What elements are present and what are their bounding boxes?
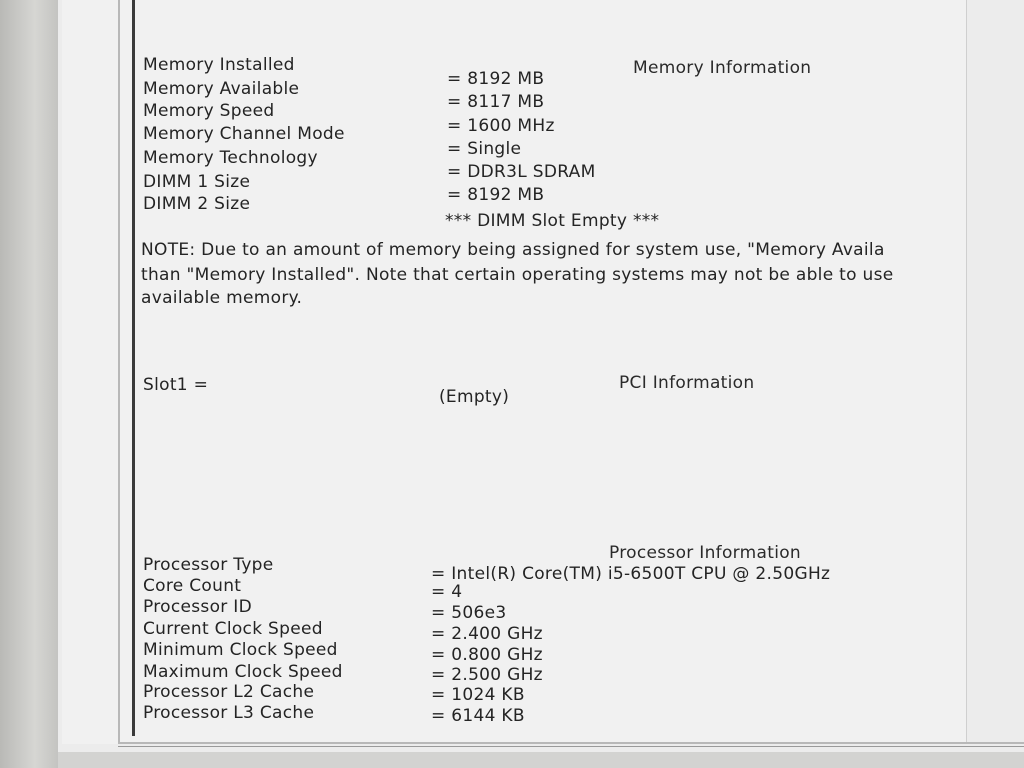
current-clock-speed-value: = 2.400 GHz xyxy=(431,624,543,644)
memory-note-line-3: available memory. xyxy=(141,288,303,308)
minimum-clock-speed-value: = 0.800 GHz xyxy=(431,645,543,665)
processor-information-header: Processor Information xyxy=(609,543,801,563)
pci-information-header: PCI Information xyxy=(619,373,755,393)
processor-id-label: Processor ID xyxy=(143,597,252,617)
dimm-1-size-value: = 8192 MB xyxy=(447,185,545,205)
maximum-clock-speed-value: = 2.500 GHz xyxy=(431,665,543,685)
memory-technology-value: = DDR3L SDRAM xyxy=(447,162,596,182)
memory-information-header: Memory Information xyxy=(633,58,812,78)
processor-type-label: Processor Type xyxy=(143,555,274,575)
memory-available-value: = 8117 MB xyxy=(447,92,545,112)
memory-note-line-2: than "Memory Installed". Note that certain operating systems may not be able to use xyxy=(141,265,894,285)
dimm-2-size-value: *** DIMM Slot Empty *** xyxy=(445,211,660,231)
slot1-label: Slot1 = xyxy=(143,375,209,395)
current-clock-speed-label: Current Clock Speed xyxy=(143,619,323,639)
frame-divider xyxy=(118,746,1024,747)
memory-note-line-1: NOTE: Due to an amount of memory being assigned for system use, "Memory Availa xyxy=(141,240,885,260)
core-count-value: = 4 xyxy=(431,582,463,602)
dimm-2-size-label: DIMM 2 Size xyxy=(143,194,251,214)
memory-installed-value: = 8192 MB xyxy=(447,69,545,89)
processor-type-value: = Intel(R) Core(TM) i5-6500T CPU @ 2.50GHz xyxy=(431,564,831,584)
memory-channel-mode-label: Memory Channel Mode xyxy=(143,124,345,144)
memory-installed-label: Memory Installed xyxy=(143,55,295,75)
dimm-1-size-label: DIMM 1 Size xyxy=(143,172,251,192)
maximum-clock-speed-label: Maximum Clock Speed xyxy=(143,662,343,682)
processor-l2-cache-label: Processor L2 Cache xyxy=(143,682,315,702)
processor-l3-cache-value: = 6144 KB xyxy=(431,706,525,726)
memory-speed-label: Memory Speed xyxy=(143,101,275,121)
memory-channel-mode-value: = Single xyxy=(447,139,522,159)
minimum-clock-speed-label: Minimum Clock Speed xyxy=(143,640,338,660)
memory-available-label: Memory Available xyxy=(143,79,300,99)
monitor-bezel xyxy=(0,0,58,768)
processor-id-value: = 506e3 xyxy=(431,603,507,623)
core-count-label: Core Count xyxy=(143,576,242,596)
screen-bottom-edge xyxy=(58,752,1024,768)
slot1-value: (Empty) xyxy=(439,387,510,407)
processor-l3-cache-label: Processor L3 Cache xyxy=(143,703,315,723)
processor-l2-cache-value: = 1024 KB xyxy=(431,685,525,705)
memory-technology-label: Memory Technology xyxy=(143,148,318,168)
memory-speed-value: = 1600 MHz xyxy=(447,116,555,136)
system-information-content xyxy=(132,0,1024,736)
